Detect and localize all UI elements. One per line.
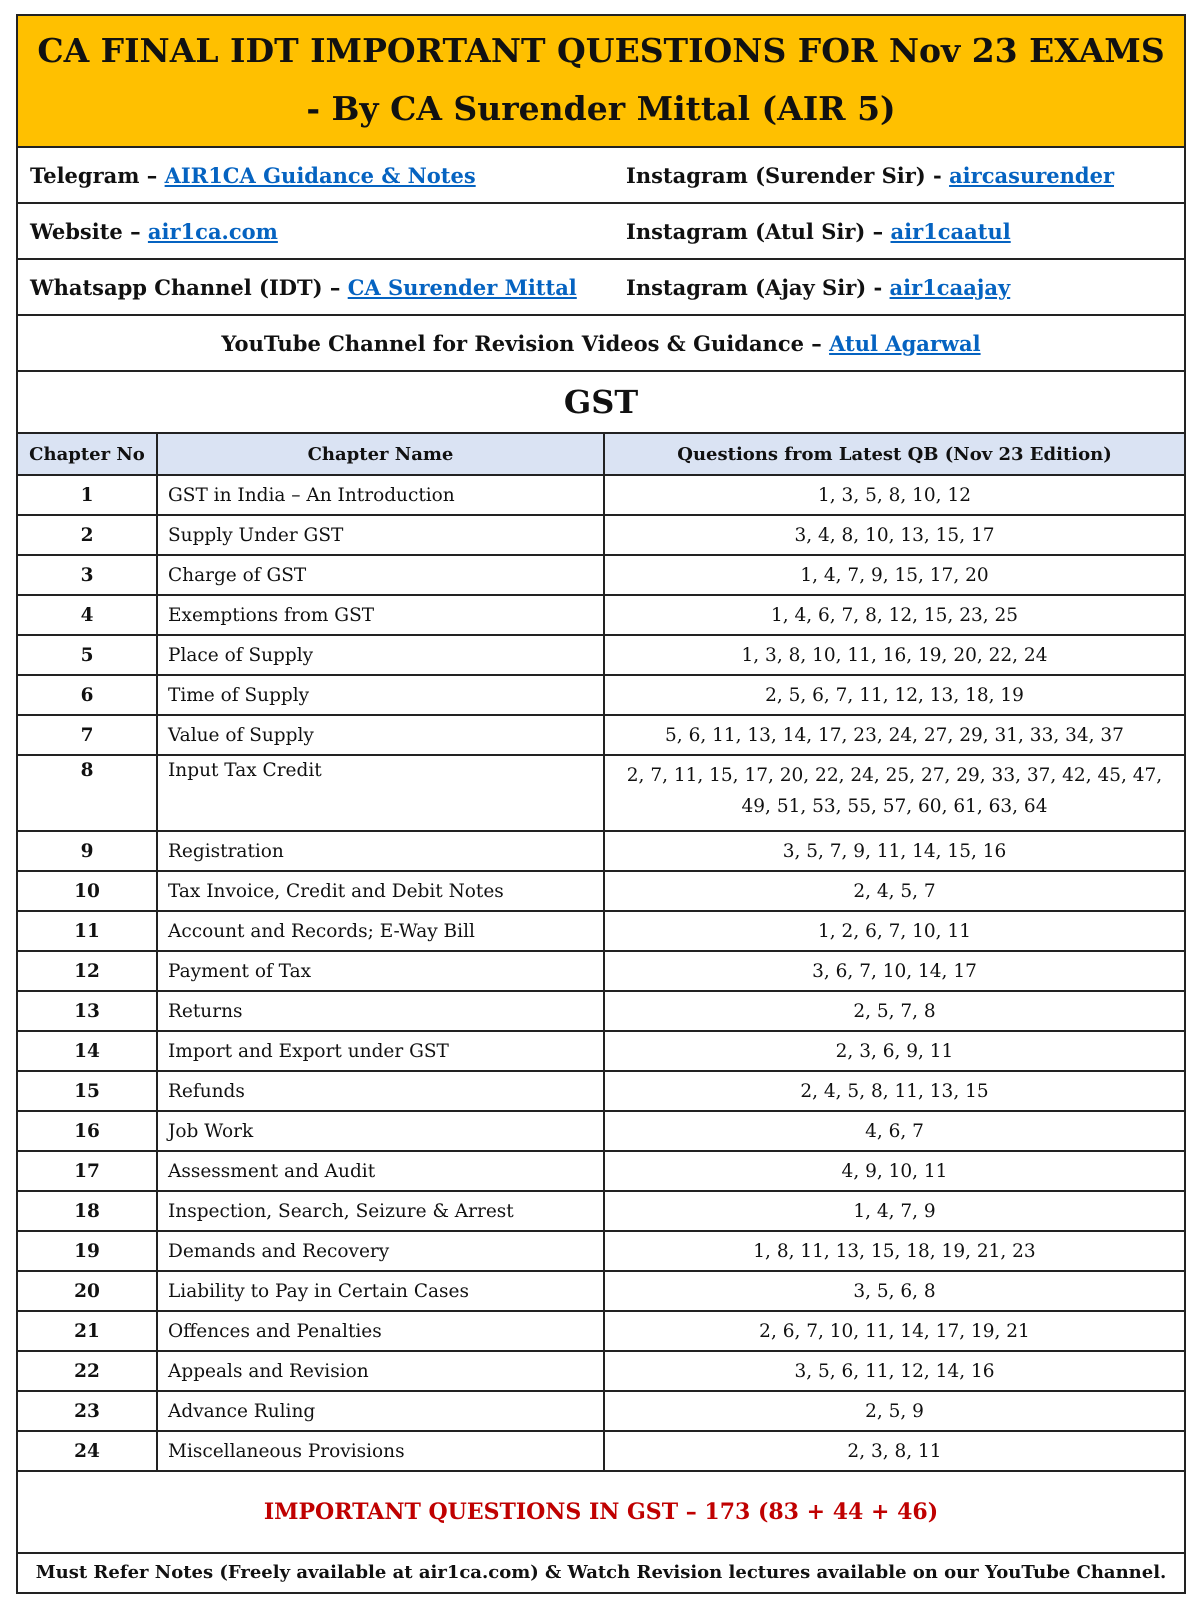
chapter-name-cell: Registration [157,831,604,871]
chapter-no-cell: 21 [18,1311,157,1351]
telegram-link[interactable]: AIR1CA Guidance & Notes [164,162,476,188]
table-row [18,675,1184,715]
questions-cell: 2, 6, 7, 10, 11, 14, 17, 19, 21 [604,1311,1184,1351]
title-line-1: CA FINAL IDT IMPORTANT QUESTIONS FOR Nov 23 EXAMS [37,31,1165,70]
questions-cell: 2, 3, 6, 9, 11 [604,1031,1184,1071]
questions-cell: 2, 4, 5, 7 [604,871,1184,911]
table-row [18,1111,1184,1151]
chapter-name-cell: Value of Supply [157,715,604,755]
chapter-name-cell: Time of Supply [157,675,604,715]
instagram-surender-label: Instagram (Surender Sir) - [626,162,950,188]
questions-cell: 1, 8, 11, 13, 15, 18, 19, 21, 23 [604,1231,1184,1271]
chapter-name-cell: Place of Supply [157,635,604,675]
chapter-no-cell: 8 [18,755,157,831]
chapter-no-cell: 9 [18,831,157,871]
website-link[interactable]: air1ca.com [147,218,278,244]
chapter-name-cell: Liability to Pay in Certain Cases [157,1271,604,1311]
contact-row-3 [18,260,1184,316]
chapter-name-cell: Tax Invoice, Credit and Debit Notes [157,871,604,911]
table-header-row [18,434,1184,475]
chapter-no-cell: 5 [18,635,157,675]
chapter-no-cell: 12 [18,951,157,991]
questions-cell: 2, 3, 8, 11 [604,1431,1184,1471]
questions-cell: 1, 4, 7, 9 [604,1191,1184,1231]
questions-cell: 1, 3, 8, 10, 11, 16, 19, 20, 22, 24 [604,635,1184,675]
chapter-no-cell: 10 [18,871,157,911]
chapter-no-cell: 3 [18,555,157,595]
instagram-ajay-cell [618,275,1184,300]
chapter-name-cell: Input Tax Credit [157,755,604,831]
table-row [18,1071,1184,1111]
chapter-no-cell: 15 [18,1071,157,1111]
table-row [18,1431,1184,1471]
chapter-no-cell: 19 [18,1231,157,1271]
chapter-name-cell: Advance Ruling [157,1391,604,1431]
chapter-name-cell: Appeals and Revision [157,1351,604,1391]
table-row [18,635,1184,675]
questions-table [18,434,1184,1472]
questions-cell: 3, 6, 7, 10, 14, 17 [604,951,1184,991]
chapter-no-cell: 20 [18,1271,157,1311]
chapter-no-cell: 22 [18,1351,157,1391]
chapter-name-cell: Miscellaneous Provisions [157,1431,604,1471]
chapter-name-cell: Refunds [157,1071,604,1111]
table-row [18,755,1184,831]
chapter-name-cell: Import and Export under GST [157,1031,604,1071]
header-questions: Questions from Latest QB (Nov 23 Edition) [604,434,1184,475]
chapter-name-cell: Job Work [157,1111,604,1151]
questions-cell: 3, 5, 6, 11, 12, 14, 16 [604,1351,1184,1391]
chapter-name-cell: Supply Under GST [157,515,604,555]
contact-row-1 [18,148,1184,204]
youtube-link[interactable]: Atul Agarwal [829,330,981,356]
questions-cell: 5, 6, 11, 13, 14, 17, 23, 24, 27, 29, 31, 33, 34, 37 [604,715,1184,755]
chapter-name-cell: Account and Records; E-Way Bill [157,911,604,951]
instagram-ajay-label: Instagram (Ajay Sir) - [626,274,890,300]
table-row [18,1031,1184,1071]
website-label: Website – [30,218,148,244]
instagram-atul-label: Instagram (Atul Sir) – [626,218,891,244]
table-row [18,1351,1184,1391]
questions-cell: 3, 5, 6, 8 [604,1271,1184,1311]
chapter-name-cell: Returns [157,991,604,1031]
questions-cell: 3, 4, 8, 10, 13, 15, 17 [604,515,1184,555]
table-row [18,1311,1184,1351]
chapter-name-cell: Charge of GST [157,555,604,595]
questions-cell: 2, 4, 5, 8, 11, 13, 15 [604,1071,1184,1111]
questions-cell: 2, 5, 9 [604,1391,1184,1431]
instagram-atul-link[interactable]: air1caatul [890,218,1011,244]
table-row [18,715,1184,755]
table-row [18,595,1184,635]
summary-banner: IMPORTANT QUESTIONS IN GST – 173 (83 + 44 + 46) [18,1472,1184,1554]
chapter-name-cell: GST in India – An Introduction [157,475,604,515]
questions-cell: 2, 7, 11, 15, 17, 20, 22, 24, 25, 27, 29, 33, 37, 42, 45, 47, 49, 51, 53, 55, 57, 60, 61, 63, 64 [604,755,1184,831]
questions-cell: 1, 3, 5, 8, 10, 12 [604,475,1184,515]
questions-cell: 2, 5, 6, 7, 11, 12, 13, 18, 19 [604,675,1184,715]
table-row [18,991,1184,1031]
header-chapter-no: Chapter No [18,434,157,475]
chapter-name-cell: Assessment and Audit [157,1151,604,1191]
table-row [18,1151,1184,1191]
chapter-name-cell: Inspection, Search, Seizure & Arrest [157,1191,604,1231]
youtube-label: YouTube Channel for Revision Videos & Guidance – [221,330,822,356]
section-title: GST [18,372,1184,434]
questions-cell: 1, 4, 7, 9, 15, 17, 20 [604,555,1184,595]
youtube-row [18,316,1184,372]
chapter-no-cell: 4 [18,595,157,635]
table-row [18,871,1184,911]
chapter-no-cell: 18 [18,1191,157,1231]
whatsapp-link[interactable]: CA Surender Mittal [347,274,577,300]
table-row [18,555,1184,595]
table-body [18,475,1184,1471]
page-title [18,16,1184,148]
chapter-no-cell: 24 [18,1431,157,1471]
questions-cell: 1, 2, 6, 7, 10, 11 [604,911,1184,951]
telegram-label: Telegram – [30,162,165,188]
chapter-name-cell: Demands and Recovery [157,1231,604,1271]
chapter-name-cell: Exemptions from GST [157,595,604,635]
chapter-no-cell: 16 [18,1111,157,1151]
whatsapp-label: Whatsapp Channel (IDT) – [30,274,348,300]
chapter-no-cell: 11 [18,911,157,951]
table-row [18,475,1184,515]
table-row [18,831,1184,871]
questions-cell: 4, 6, 7 [604,1111,1184,1151]
table-row [18,1191,1184,1231]
table-row [18,1231,1184,1271]
chapter-no-cell: 6 [18,675,157,715]
instagram-surender-link[interactable]: aircasurender [949,162,1115,188]
table-row [18,1271,1184,1311]
instagram-ajay-link[interactable]: air1caajay [889,274,1011,300]
instagram-atul-cell [618,219,1184,244]
table-row [18,515,1184,555]
questions-cell: 3, 5, 7, 9, 11, 14, 15, 16 [604,831,1184,871]
telegram-cell [18,163,618,188]
questions-cell: 2, 5, 7, 8 [604,991,1184,1031]
table-row [18,911,1184,951]
questions-cell: 4, 9, 10, 11 [604,1151,1184,1191]
document-sheet [16,14,1186,1594]
questions-cell: 1, 4, 6, 7, 8, 12, 15, 23, 25 [604,595,1184,635]
chapter-no-cell: 7 [18,715,157,755]
chapter-no-cell: 13 [18,991,157,1031]
chapter-no-cell: 2 [18,515,157,555]
chapter-name-cell: Payment of Tax [157,951,604,991]
header-chapter-name: Chapter Name [157,434,604,475]
whatsapp-cell [18,275,618,300]
table-row [18,1391,1184,1431]
chapter-no-cell: 23 [18,1391,157,1431]
chapter-no-cell: 14 [18,1031,157,1071]
chapter-name-cell: Offences and Penalties [157,1311,604,1351]
chapter-no-cell: 1 [18,475,157,515]
title-line-2: - By CA Surender Mittal (AIR 5) [306,89,896,128]
footer-note: Must Refer Notes (Freely available at air1ca.com) & Watch Revision lectures available on our YouTube Channel. [35,1562,1167,1583]
table-row [18,951,1184,991]
instagram-surender-cell [618,163,1184,188]
chapter-no-cell: 17 [18,1151,157,1191]
contact-row-2 [18,204,1184,260]
website-cell [18,219,618,244]
